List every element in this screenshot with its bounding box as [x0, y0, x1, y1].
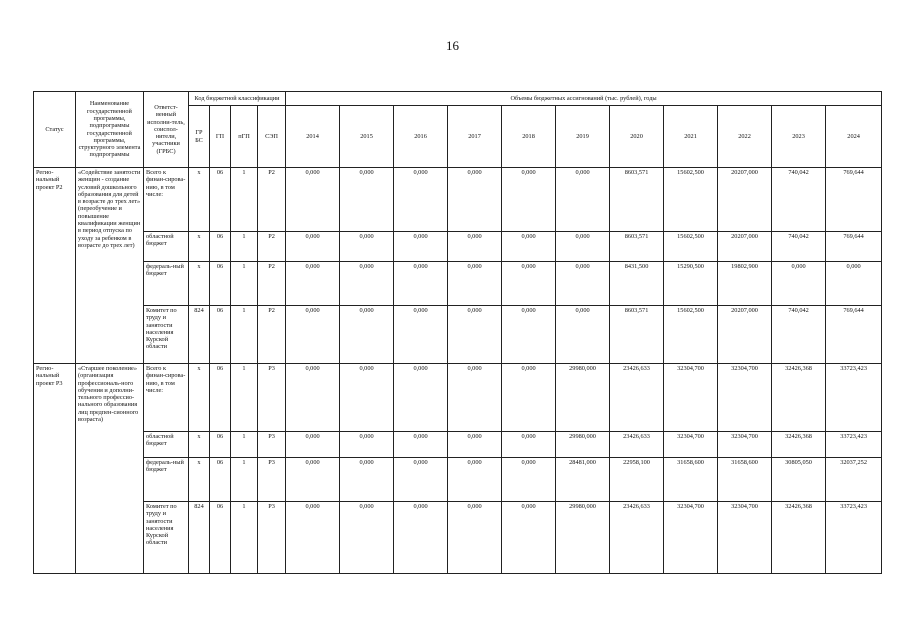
value-cell: 0,000 [772, 262, 826, 306]
sep-cell: Р3 [258, 458, 286, 502]
header-gp: ГП [210, 106, 231, 168]
header-year: 2016 [394, 106, 448, 168]
value-cell: 31658,600 [718, 458, 772, 502]
project-name: «Старшее поколение» (организация профессиональ-ного обучения и дополни-тельного профессио-нального образования лиц предпен-сионного возраста) [76, 364, 144, 574]
value-cell: 0,000 [286, 168, 340, 232]
value-cell: 0,000 [340, 306, 394, 364]
grbs-cell: х [189, 458, 210, 502]
header-budget-code: Код бюджетной классификации [189, 92, 286, 106]
table-row [34, 502, 882, 574]
page-number: 16 [446, 38, 459, 53]
value-cell: 32426,368 [772, 502, 826, 574]
pgp-cell: 1 [231, 432, 258, 458]
value-cell: 0,000 [502, 232, 556, 262]
table-row [34, 364, 882, 432]
value-cell: 8603,571 [610, 168, 664, 232]
table-row [34, 458, 882, 502]
value-cell: 0,000 [502, 432, 556, 458]
sep-cell: Р2 [258, 262, 286, 306]
value-cell: 0,000 [286, 364, 340, 432]
sep-cell: Р2 [258, 306, 286, 364]
value-cell: 32304,700 [718, 432, 772, 458]
value-cell: 0,000 [394, 458, 448, 502]
value-cell: 0,000 [394, 502, 448, 574]
header-year: 2020 [610, 106, 664, 168]
value-cell: 0,000 [448, 262, 502, 306]
gp-cell: 06 [210, 168, 231, 232]
grbs-cell: х [189, 262, 210, 306]
value-cell: 32426,368 [772, 432, 826, 458]
value-cell: 28481,000 [556, 458, 610, 502]
responsible-cell: областной бюджет [144, 432, 189, 458]
value-cell: 740,042 [772, 232, 826, 262]
header-sep: СЭП [258, 106, 286, 168]
value-cell: 0,000 [502, 262, 556, 306]
table-row [34, 306, 882, 364]
value-cell: 0,000 [502, 364, 556, 432]
value-cell: 0,000 [394, 364, 448, 432]
value-cell: 0,000 [448, 168, 502, 232]
project-status: Регио-нальный проект Р3 [34, 364, 76, 574]
value-cell: 0,000 [340, 232, 394, 262]
header-year: 2024 [826, 106, 882, 168]
value-cell: 740,042 [772, 306, 826, 364]
header-year: 2022 [718, 106, 772, 168]
value-cell: 15602,500 [664, 168, 718, 232]
value-cell: 0,000 [448, 364, 502, 432]
header-year: 2019 [556, 106, 610, 168]
grbs-cell: х [189, 432, 210, 458]
header-year: 2021 [664, 106, 718, 168]
header-pgp: пГП [231, 106, 258, 168]
header-name: Наименование государственной программы, подпрограммы государственной программы, структурного элемента подпрограммы [76, 92, 144, 168]
value-cell: 32304,700 [664, 502, 718, 574]
table-row [34, 432, 882, 458]
project-status: Регио-нальный проект Р2 [34, 168, 76, 364]
value-cell: 0,000 [340, 262, 394, 306]
header-year: 2014 [286, 106, 340, 168]
value-cell: 32037,252 [826, 458, 882, 502]
value-cell: 0,000 [502, 502, 556, 574]
header-year: 2023 [772, 106, 826, 168]
table-row [34, 168, 882, 232]
budget-table [33, 91, 882, 574]
value-cell: 0,000 [556, 168, 610, 232]
value-cell: 0,000 [448, 232, 502, 262]
value-cell: 0,000 [556, 232, 610, 262]
value-cell: 32304,700 [664, 432, 718, 458]
value-cell: 8603,571 [610, 232, 664, 262]
table-body [34, 168, 882, 574]
pgp-cell: 1 [231, 232, 258, 262]
gp-cell: 06 [210, 262, 231, 306]
sep-cell: Р2 [258, 168, 286, 232]
value-cell: 32426,368 [772, 364, 826, 432]
value-cell: 0,000 [340, 364, 394, 432]
value-cell: 23426,633 [610, 502, 664, 574]
value-cell: 740,042 [772, 168, 826, 232]
grbs-cell: 824 [189, 306, 210, 364]
gp-cell: 06 [210, 232, 231, 262]
pgp-cell: 1 [231, 262, 258, 306]
value-cell: 29980,000 [556, 364, 610, 432]
responsible-cell: Всего к финан-сирова-нию, в том числе: [144, 364, 189, 432]
value-cell: 769,644 [826, 232, 882, 262]
gp-cell: 06 [210, 364, 231, 432]
header-grbs: ГР БС [189, 106, 210, 168]
value-cell: 33723,423 [826, 364, 882, 432]
sep-cell: Р2 [258, 232, 286, 262]
value-cell: 20207,000 [718, 168, 772, 232]
gp-cell: 06 [210, 432, 231, 458]
responsible-cell: федераль-ный бюджет [144, 262, 189, 306]
header-status: Статус [34, 92, 76, 168]
responsible-cell: Комитет по труду и занятости населения Курской области [144, 306, 189, 364]
responsible-cell: федераль-ный бюджет [144, 458, 189, 502]
value-cell: 29980,000 [556, 502, 610, 574]
value-cell: 32304,700 [664, 364, 718, 432]
value-cell: 0,000 [340, 432, 394, 458]
value-cell: 15602,500 [664, 232, 718, 262]
sep-cell: Р3 [258, 432, 286, 458]
value-cell: 32304,700 [718, 502, 772, 574]
value-cell: 8431,500 [610, 262, 664, 306]
value-cell: 0,000 [340, 458, 394, 502]
value-cell: 31658,600 [664, 458, 718, 502]
responsible-cell: Всего к финан-сирова-нию, в том числе: [144, 168, 189, 232]
value-cell: 15290,500 [664, 262, 718, 306]
gp-cell: 06 [210, 458, 231, 502]
header-responsible: Ответст-венный исполни-тель, соиспол-нители, участники (ГРБС) [144, 92, 189, 168]
grbs-cell: 824 [189, 502, 210, 574]
sep-cell: Р3 [258, 502, 286, 574]
header-year: 2018 [502, 106, 556, 168]
value-cell: 0,000 [286, 262, 340, 306]
project-name: «Содействие занятости женщин - создание условий дошкольного образования для детей в возрасте до трех лет» (переобучение и повышение квалификации женщин в период отпуска по уходу за ребенком в возрасте до трех лет) [76, 168, 144, 364]
table-row [34, 232, 882, 262]
value-cell: 769,644 [826, 306, 882, 364]
grbs-cell: х [189, 364, 210, 432]
value-cell: 0,000 [556, 306, 610, 364]
value-cell: 20207,000 [718, 232, 772, 262]
value-cell: 0,000 [286, 502, 340, 574]
grbs-cell: х [189, 232, 210, 262]
value-cell: 15602,500 [664, 306, 718, 364]
table-row [34, 262, 882, 306]
value-cell: 0,000 [394, 262, 448, 306]
value-cell: 0,000 [286, 232, 340, 262]
value-cell: 0,000 [448, 502, 502, 574]
value-cell: 19802,900 [718, 262, 772, 306]
value-cell: 0,000 [826, 262, 882, 306]
value-cell: 0,000 [286, 432, 340, 458]
sep-cell: Р3 [258, 364, 286, 432]
header-year: 2017 [448, 106, 502, 168]
gp-cell: 06 [210, 502, 231, 574]
responsible-cell: Комитет по труду и занятости населения Курской области [144, 502, 189, 574]
header-volumes: Объемы бюджетных ассигнований (тыс. рублей), годы [286, 92, 882, 106]
pgp-cell: 1 [231, 306, 258, 364]
value-cell: 23426,633 [610, 364, 664, 432]
responsible-cell: областной бюджет [144, 232, 189, 262]
value-cell: 0,000 [448, 306, 502, 364]
pgp-cell: 1 [231, 458, 258, 502]
header-year: 2015 [340, 106, 394, 168]
pgp-cell: 1 [231, 502, 258, 574]
value-cell: 0,000 [340, 168, 394, 232]
value-cell: 0,000 [448, 432, 502, 458]
value-cell: 20207,000 [718, 306, 772, 364]
pgp-cell: 1 [231, 364, 258, 432]
value-cell: 0,000 [448, 458, 502, 502]
value-cell: 32304,700 [718, 364, 772, 432]
gp-cell: 06 [210, 306, 231, 364]
value-cell: 8603,571 [610, 306, 664, 364]
value-cell: 33723,423 [826, 432, 882, 458]
value-cell: 0,000 [394, 232, 448, 262]
value-cell: 0,000 [394, 432, 448, 458]
value-cell: 30805,050 [772, 458, 826, 502]
value-cell: 0,000 [286, 306, 340, 364]
value-cell: 0,000 [394, 168, 448, 232]
value-cell: 22958,100 [610, 458, 664, 502]
value-cell: 0,000 [394, 306, 448, 364]
value-cell: 0,000 [556, 262, 610, 306]
value-cell: 0,000 [502, 168, 556, 232]
value-cell: 0,000 [502, 306, 556, 364]
value-cell: 23426,633 [610, 432, 664, 458]
value-cell: 0,000 [502, 458, 556, 502]
value-cell: 769,644 [826, 168, 882, 232]
value-cell: 0,000 [286, 458, 340, 502]
grbs-cell: х [189, 168, 210, 232]
value-cell: 29980,000 [556, 432, 610, 458]
value-cell: 0,000 [340, 502, 394, 574]
pgp-cell: 1 [231, 168, 258, 232]
value-cell: 33723,423 [826, 502, 882, 574]
